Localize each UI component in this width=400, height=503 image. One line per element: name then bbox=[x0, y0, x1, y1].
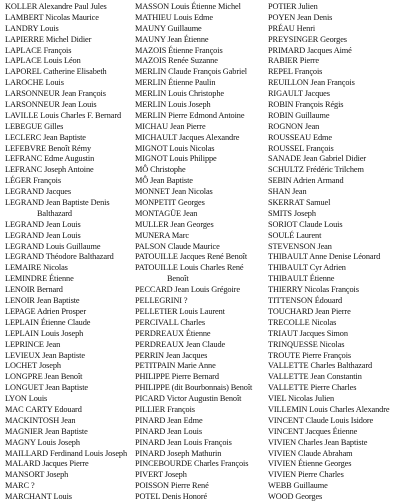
name-entry: PELLETIER Louis Laurent bbox=[135, 306, 225, 316]
name-entry: PRÉAU Henri bbox=[268, 23, 316, 33]
name-entry: REUILLON Jean François bbox=[268, 78, 355, 88]
name-entry: LEFRANC Edme Augustin bbox=[5, 154, 95, 164]
name-entry: MACKINTOSH Jean bbox=[5, 415, 76, 425]
name-entry: SHAN Jean bbox=[268, 187, 307, 197]
name-entry: PERDREAUX Étienne bbox=[135, 328, 211, 338]
name-entry: LECLERC Jean Baptiste bbox=[5, 132, 86, 142]
name-entry: MAGNIER Jean Baptiste bbox=[5, 426, 88, 436]
name-entry: MULLER Jean Georges bbox=[135, 219, 214, 229]
name-column-2 bbox=[135, 2, 263, 503]
name-entry: VIVIEN Pierre Charles bbox=[268, 470, 344, 480]
name-entry: MAILLARD Ferdinand Louis Joseph bbox=[5, 448, 128, 458]
name-entry: REPEL François bbox=[268, 67, 323, 77]
name-entry: MAGNY Louis Joseph bbox=[5, 437, 80, 447]
name-entry: VALLETTE Pierre Charles bbox=[268, 383, 357, 393]
name-entry: ROUSSEAU Edme bbox=[268, 132, 332, 142]
name-entry: MERLIN Étienne Paulin bbox=[135, 78, 216, 88]
name-entry: LEPAGE Adrien Prosper bbox=[5, 306, 87, 316]
name-entry: ROBIN Guillaume bbox=[268, 110, 330, 120]
name-entry: PHILIPPE Pierre Bernard bbox=[135, 372, 219, 382]
name-entry: MERLIN Pierre Edmond Antoine bbox=[135, 110, 245, 120]
name-entry: MANSORT Joseph bbox=[5, 470, 69, 480]
name-entry: RABIER Pierre bbox=[268, 56, 320, 66]
name-entry: LEPLAIN Étienne Claude bbox=[5, 317, 91, 327]
name-entry: SCHULTZ Frédéric Trilchem bbox=[268, 165, 364, 175]
name-entry: SMITS Joseph bbox=[268, 208, 316, 218]
name-entry: MÔ Jean Baptiste bbox=[135, 176, 193, 186]
name-entry: LEPLAIN Louis Joseph bbox=[5, 328, 84, 338]
name-entry: LONGUET Jean Baptiste bbox=[5, 383, 89, 393]
name-entry: VIVIEN Étienne Georges bbox=[268, 459, 352, 469]
name-entry-continuation: Benoît bbox=[167, 274, 189, 284]
name-entry: LOCHET Joseph bbox=[5, 361, 61, 371]
name-entry: LEBEGUE Gilles bbox=[5, 121, 64, 131]
name-entry: LAPLACE Louis Léon bbox=[5, 56, 81, 66]
name-entry-continuation: Balthazard bbox=[37, 208, 72, 218]
name-entry: LEPRINCE Jean bbox=[5, 339, 61, 349]
name-entry: PECCARD Jean Louis Grégoire bbox=[135, 285, 240, 295]
name-entry: PALSON Claude Maurice bbox=[135, 241, 220, 251]
name-entry: WOOD Georges bbox=[268, 492, 323, 502]
name-entry: MAC CARTY Edouard bbox=[5, 404, 82, 414]
name-entry: MARC ? bbox=[5, 481, 35, 491]
name-entry: KOLLER Alexandre Paul Jules bbox=[5, 2, 107, 11]
name-entry: MERLIN Louis Christophe bbox=[135, 89, 224, 99]
name-entry: SORIOT Claude Louis bbox=[268, 219, 343, 229]
name-entry: PIVERT Joseph bbox=[135, 470, 187, 480]
name-entry: MÔ Christophe bbox=[135, 165, 186, 175]
name-entry: TRINQUESSE Nicolas bbox=[268, 339, 345, 349]
name-entry: SEBIN Adrien Armand bbox=[268, 176, 344, 186]
name-entry: VIVIEN Charles Jean Baptiste bbox=[268, 437, 368, 447]
name-entry: LEGRAND Jean Louis bbox=[5, 230, 81, 240]
name-entry: MAUNY Guillaume bbox=[135, 23, 202, 33]
name-entry: ROUSSEL François bbox=[268, 143, 334, 153]
name-entry: POTIER Julien bbox=[268, 2, 318, 11]
name-entry: LEMINDRE Étienne bbox=[5, 274, 74, 284]
name-entry: MERLIN Louis Joseph bbox=[135, 100, 211, 110]
name-entry: PELLEGRINI ? bbox=[135, 296, 188, 306]
name-entry: LARSONNEUR Jean Louis bbox=[5, 100, 97, 110]
name-entry: MERLIN Claude François Gabriel bbox=[135, 67, 247, 77]
name-entry: THIBAULT Anne Denise Léonard bbox=[268, 252, 381, 262]
name-entry: VILLEMIN Louis Charles Alexandre bbox=[268, 404, 390, 414]
name-entry: TOUCHARD Jean Pierre bbox=[268, 306, 351, 316]
name-entry: MATHIEU Louis Edme bbox=[135, 12, 213, 22]
name-entry: PATOUILLE Louis Charles René bbox=[135, 263, 244, 273]
name-entry: TRECOLLE Nicolas bbox=[268, 317, 337, 327]
name-entry: TITTENSON Édouard bbox=[268, 296, 343, 306]
name-entry: MIGNOT Louis Philippe bbox=[135, 154, 217, 164]
name-entry: TROUTE Pierre François bbox=[268, 350, 352, 360]
name-entry: MARCHANT Louis bbox=[5, 492, 72, 502]
name-entry: VINCENT Claude Louis Isidore bbox=[268, 415, 374, 425]
name-entry: LAVILLE Louis Charles F. Bernard bbox=[5, 110, 122, 120]
name-entry: POYEN Jean Denis bbox=[268, 12, 333, 22]
name-entry: LEGRAND Théodore Balthazard bbox=[5, 252, 114, 262]
name-entry: MONPETIT Georges bbox=[135, 198, 205, 208]
name-entry: MAUNY Jean Étienne bbox=[135, 34, 209, 44]
name-entry: WEBB Guillaume bbox=[268, 481, 328, 491]
name-entry: LENOIR Bernard bbox=[5, 285, 63, 295]
name-entry: MUNERA Marc bbox=[135, 230, 189, 240]
name-entry: MONTAGÜE Jean bbox=[135, 208, 198, 218]
name-entry: PRIMARD Jacques Aimé bbox=[268, 45, 352, 55]
name-entry: LENOIR Jean Baptiste bbox=[5, 296, 80, 306]
name-entry: LAMBERT Nicolas Maurice bbox=[5, 12, 99, 22]
name-entry: PINARD Jean Louis bbox=[135, 426, 202, 436]
name-entry: MAZOIS Étienne François bbox=[135, 45, 223, 55]
name-entry: PATOUILLE Jacques René Benoît bbox=[135, 252, 248, 262]
name-entry: STEVENSON Jean bbox=[268, 241, 332, 251]
name-entry: VIVIEN Claude Abraham bbox=[268, 448, 353, 458]
name-entry: LAPOREL Catherine Elisabeth bbox=[5, 67, 107, 77]
name-entry: MIGNOT Louis Nicolas bbox=[135, 143, 215, 153]
name-entry: LEGRAND Jean Louis bbox=[5, 219, 81, 229]
name-entry: PERDREAUX Jean Claude bbox=[135, 339, 226, 349]
name-entry: LEFEBVRE Benoît Rémy bbox=[5, 143, 92, 153]
name-entry: SOULÉ Laurent bbox=[268, 230, 322, 240]
name-entry: PICARD Victor Augustin Benoît bbox=[135, 394, 242, 404]
name-entry: VINCENT Jacques Étienne bbox=[268, 426, 358, 436]
name-entry: TRIAUT Jacques Simon bbox=[268, 328, 348, 338]
name-entry: LARSONNEUR Jean François bbox=[5, 89, 106, 99]
name-entry: LEFRANC Joseph Antoine bbox=[5, 165, 94, 175]
name-entry: MASSON Louis Étienne Michel bbox=[135, 2, 241, 11]
name-entry: MONNET Jean Nicolas bbox=[135, 187, 213, 197]
name-entry: LONGPRE Jean Benoît bbox=[5, 372, 83, 382]
name-entry: LEGRAND Jean Baptiste Denis bbox=[5, 198, 110, 208]
name-entry: THIBAULT Cyr Adrien bbox=[268, 263, 346, 273]
name-entry: THIBAULT Étienne bbox=[268, 274, 335, 284]
name-entry: SKERRAT Samuel bbox=[268, 198, 331, 208]
name-entry: PERCIVALL Charles bbox=[135, 317, 205, 327]
name-entry: VIEL Nicolas Julien bbox=[268, 394, 334, 404]
name-entry: LAROCHE Louis bbox=[5, 78, 64, 88]
name-entry: PETITPAIN Marie Anne bbox=[135, 361, 216, 371]
name-entry: LANDRY Louis bbox=[5, 23, 59, 33]
name-entry: RIGAULT Jacques bbox=[268, 89, 330, 99]
name-entry: MAZOIS Renée Suzanne bbox=[135, 56, 218, 66]
name-entry: LEGRAND Jacques bbox=[5, 187, 72, 197]
name-entry: ROBIN François Régis bbox=[268, 100, 344, 110]
name-entry: PHILIPPE (dit Bourbonnais) Benoît bbox=[135, 383, 253, 393]
name-column-3 bbox=[268, 2, 398, 503]
name-entry: VALLETTE Charles Balthazard bbox=[268, 361, 373, 371]
name-entry: THIERRY Nicolas François bbox=[268, 285, 359, 295]
name-entry: SANADE Jean Gabriel Didier bbox=[268, 154, 367, 164]
name-entry: PINCEBOURDE Charles François bbox=[135, 459, 249, 469]
name-column-1 bbox=[5, 2, 133, 503]
name-entry: LEMAIRE Nicolas bbox=[5, 263, 68, 273]
name-entry: MALARD Jacques Pierre bbox=[5, 459, 89, 469]
name-entry: ROGNON Jean bbox=[268, 121, 320, 131]
name-entry: LAPIERRE Michel Didier bbox=[5, 34, 92, 44]
name-entry: POISSON Pierre René bbox=[135, 481, 209, 491]
name-entry: PILLIER François bbox=[135, 404, 195, 414]
name-entry: PINARD Jean Edme bbox=[135, 415, 203, 425]
name-entry: PINARD Jean Louis François bbox=[135, 437, 232, 447]
name-entry: MICHAULT Jacques Alexandre bbox=[135, 132, 240, 142]
name-entry: LYON Louis bbox=[5, 394, 48, 404]
name-entry: LEGRAND Louis Guillaume bbox=[5, 241, 101, 251]
name-entry: LAPLACE François bbox=[5, 45, 72, 55]
name-entry: MICHAU Jean Pierre bbox=[135, 121, 206, 131]
name-entry: PINARD Joseph Mathurin bbox=[135, 448, 222, 458]
name-entry: PREYSINGER Georges bbox=[268, 34, 347, 44]
name-entry: VALLETTE Jean Constantin bbox=[268, 372, 362, 382]
name-entry: POTEL Denis Honoré bbox=[135, 492, 208, 502]
name-entry: PERRIN Jean Jacques bbox=[135, 350, 208, 360]
name-entry: LEVIEUX Jean Baptiste bbox=[5, 350, 85, 360]
name-entry: LÉGER François bbox=[5, 176, 61, 186]
